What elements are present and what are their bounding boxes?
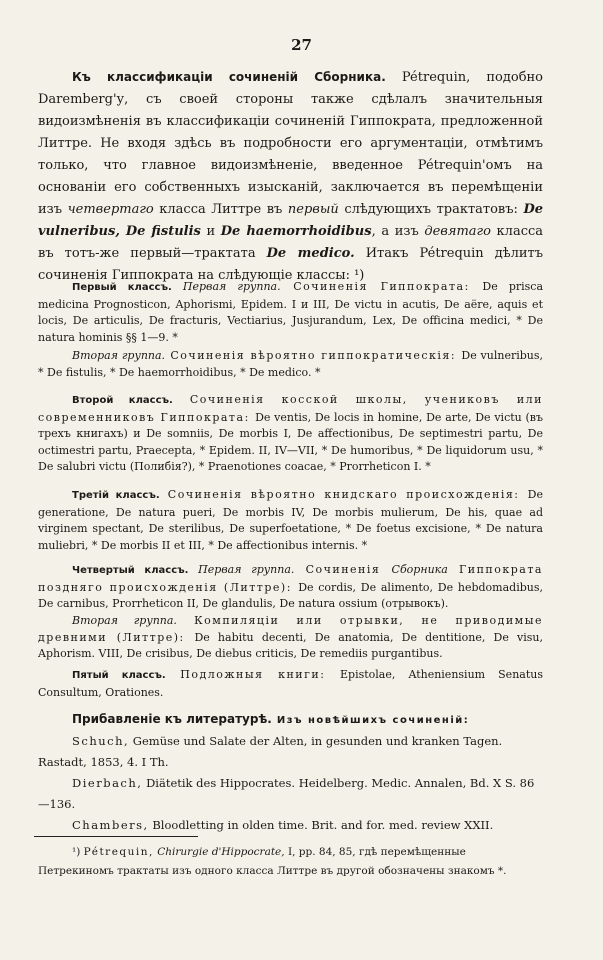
literature-item: Chambers, Bloodletting in olden time. Brit. and for. med. review XXII. xyxy=(72,818,494,832)
class-4-group-1: Четвертый классъ. Первая группа. Сочиненія Сборника Гиппократа поздняго происхожденія (Литтре): De cordis, De alimento, De hebdomadibus, De carnibus, Prorrheticon II, De glandulis, De natura ossium (отрывокъ). xyxy=(38,563,543,610)
class-5: Пятый классъ. Подложныя книги: Epistolae, Atheniensium Senatus Consultum, Orationes. xyxy=(38,668,543,699)
intro-paragraph: Къ классификаціи сочиненій Сборника. Pétrequin, подобно Daremberg'у, съ своей стороны также сдѣлалъ значительныя видоизмѣненія въ классификаціи сочиненій Гиппократа, предложенной Литтре. Не входя здѣсь въ подробности его аргументаціи, отмѣтимъ только, что главное видоизмѣненіе, введенное Pétrequin'омъ на основаніи его собственныхъ изысканій, заключается въ перемѣщеніи изъ четвертаго класса Литтре въ первый слѣдующихъ трактатовъ: De vulneribus, De fistulis и De haemorrhoidibus, а изъ девятаго класса въ тотъ-же первый—трактата De medico. Итакъ Pétrequin дѣлитъ сочиненія Гиппократа на слѣдующіе классы: ¹) xyxy=(38,70,544,283)
class-1-group-1: Первый классъ. Первая группа. Сочиненія Гиппократа: De prisca medicina Prognosticon, Aphorismi, Epidem. I и III, De victu in acutis, De aëre, aquis et locis, De articulis, De fracturis, Vectiarius, Jusjurandum, Lex, De officina medici, * De natura hominis §§ 1—9. * xyxy=(38,280,544,344)
class-1-group-2: Вторая группа. Сочиненія вѣроятно гиппократическія: De vulneribus, * De fistulis, * De haemorrhoidibus, * De medico. * xyxy=(38,349,544,379)
class-3: Третій классъ. Сочиненія вѣроятно книдскаго происхожденія: De generatione, De natura pueri, De morbis IV, De morbis mulierum, De his, quae ad virginem spectant, De sterilibus, De superfoetatione, * De foetus excisione, * De natura muliebri, * De morbis II et III, * De affectionibus internis. * xyxy=(38,488,543,552)
page-number: 27 xyxy=(291,36,312,54)
class-4-group-2: Вторая группа. Компиляціи или отрывки, не приводимые древними (Литтре): De habitu decenti, De anatomia, De dentitione, De visu, Aphorism. VIII, De crisibus, De diebus criticis, De remediis purgantibus. xyxy=(38,614,543,660)
class-2: Второй классъ. Сочиненія косской школы, учениковъ или современниковъ Гиппократа: De ventis, De locis in homine, De arte, De victu (въ трехъ книгахъ) и De somniis, De morbis I, De affectionibus, De septimestri partu, De octimestri partu, Praecepta, * Epidem. II, IV—VII, * De humoribus, * De liquidorum usu, * De salubri victu (Полибія?), * Praenotiones coacae, * Prorrheticon I. * xyxy=(38,393,543,473)
footnote-divider xyxy=(34,836,198,837)
literature-subheading: Изъ новѣйшихъ сочиненій: xyxy=(271,715,470,726)
intro-heading: Къ классификаціи сочиненій Сборника. xyxy=(72,70,386,84)
literature-section xyxy=(38,709,543,836)
literature-item: Dierbach, Diätetik des Hippocrates. Heidelberg. Medic. Annalen, Bd. X S. 86—136. xyxy=(38,776,535,811)
literature-item: Schuch, Gemüse und Salate der Alten, in gesunden und kranken Tagen. Rastadt, 1853, 4. I Th. xyxy=(38,734,503,769)
footnote: ¹) Pétrequin, Chirurgie d'Hippocrate, I, pp. 84, 85, гдѣ перемѣщенные Петрекиномъ трактаты изъ одного класса Литтре въ другой обозначены знакомъ *. xyxy=(38,846,507,877)
literature-heading: Прибавленіе къ литературѣ. xyxy=(72,712,272,726)
